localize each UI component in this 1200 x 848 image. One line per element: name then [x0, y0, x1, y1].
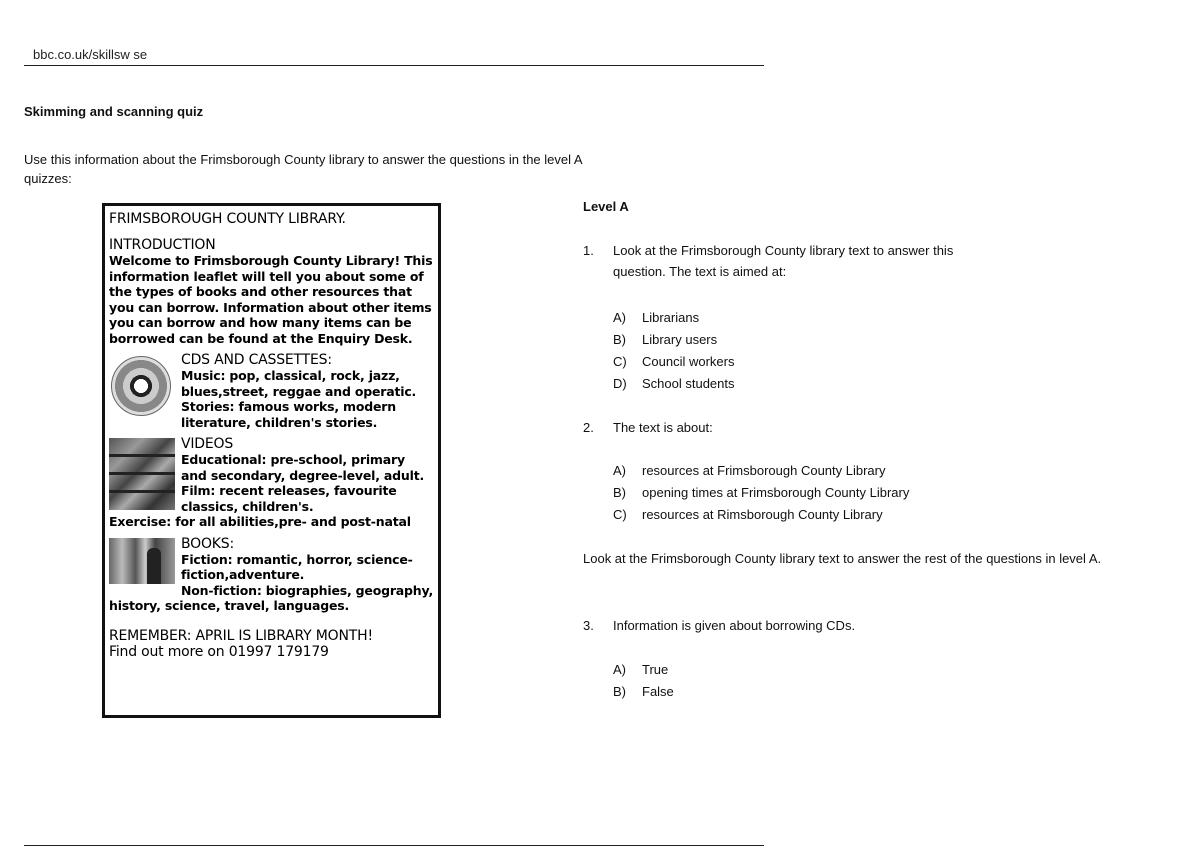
- site-url: bbc.co.uk/skillsw se: [33, 47, 148, 62]
- leaflet-cds-section: [109, 352, 434, 430]
- option[interactable]: A) True: [613, 662, 669, 677]
- library-leaflet: [102, 203, 441, 718]
- footer-rule: [24, 845, 764, 846]
- leaflet-videos-section: [109, 436, 434, 530]
- option[interactable]: B) Library users: [613, 332, 718, 347]
- option[interactable]: C) Council workers: [613, 354, 735, 369]
- question-text: The text is about:: [613, 420, 713, 435]
- option[interactable]: C) resources at Rimsborough County Library: [613, 507, 883, 522]
- question-number: 1.: [583, 243, 594, 258]
- cds-music: Music: pop, classical, rock, jazz, blues,street, reggae and operatic.: [181, 368, 417, 399]
- question-2-options: [613, 460, 909, 526]
- question-3: [583, 615, 855, 636]
- reader-figure: [147, 548, 161, 584]
- instruction-text: Look at the Frimsborough County library text to answer the rest of the questions in level A.: [583, 551, 1102, 566]
- question-1-options: [613, 307, 735, 395]
- books-non-fiction: Non-fiction: biographies, geography, history, science, travel, languages.: [109, 582, 434, 613]
- quiz-title: Skimming and scanning quiz: [24, 104, 204, 119]
- videos-heading: VIDEOS: [181, 436, 234, 452]
- leaflet-intro-heading: INTRODUCTION: [109, 237, 216, 253]
- question-1: [583, 240, 953, 282]
- option[interactable]: B) opening times at Frimsborough County Library: [613, 485, 910, 500]
- question-2: [583, 417, 713, 438]
- question-text-continued: question. The text is aimed at:: [613, 264, 787, 279]
- books-fiction: Fiction: romantic, horror, science-fiction,adventure.: [181, 551, 413, 582]
- cds-heading: CDS AND CASSETTES:: [181, 352, 332, 368]
- question-number: 2.: [583, 420, 594, 435]
- leaflet-intro-text: Welcome to Frimsborough County Library! This information leaflet will tell you about some of the types of books and other resources that you can borrow. Information about other items you can borrow and how many items can be borrowed can be found at the Enquiry Desk.: [109, 253, 433, 346]
- cds-stories: Stories: famous works, modern literature, children's stories.: [181, 399, 396, 430]
- library-reader-image: [109, 538, 175, 584]
- option[interactable]: A) resources at Frimsborough County Library: [613, 463, 886, 478]
- option[interactable]: B) False: [613, 684, 674, 699]
- level-title: Level A: [583, 199, 629, 214]
- option[interactable]: D) School students: [613, 376, 735, 391]
- option[interactable]: A) Librarians: [613, 310, 700, 325]
- question-number: 3.: [583, 618, 594, 633]
- videos-educational: Educational: pre-school, primary and secondary, degree-level, adult.: [181, 452, 425, 483]
- leaflet-phone: Find out more on 01997 179179: [109, 643, 329, 660]
- cd-image: [109, 354, 175, 418]
- leaflet-remember: REMEMBER: APRIL IS LIBRARY MONTH!: [109, 627, 373, 644]
- page-header: [24, 46, 764, 66]
- videos-exercise: Exercise: for all abilities,pre- and post-natal: [109, 514, 411, 529]
- intro-text: Use this information about the Frimsborough County library to answer the questions in the level A quizzes:: [24, 152, 582, 186]
- question-3-options: [613, 659, 674, 703]
- question-text: Look at the Frimsborough County library text to answer this: [613, 243, 954, 258]
- leaflet-title: FRIMSBOROUGH COUNTY LIBRARY.: [109, 211, 346, 227]
- books-heading: BOOKS:: [181, 535, 234, 552]
- leaflet-books-section: [109, 536, 434, 614]
- videos-film: Film: recent releases, favourite classics, children's.: [181, 483, 397, 514]
- video-shelves-image: [109, 438, 175, 510]
- question-text: Information is given about borrowing CDs.: [613, 618, 856, 633]
- cd-disc-icon: [111, 356, 171, 416]
